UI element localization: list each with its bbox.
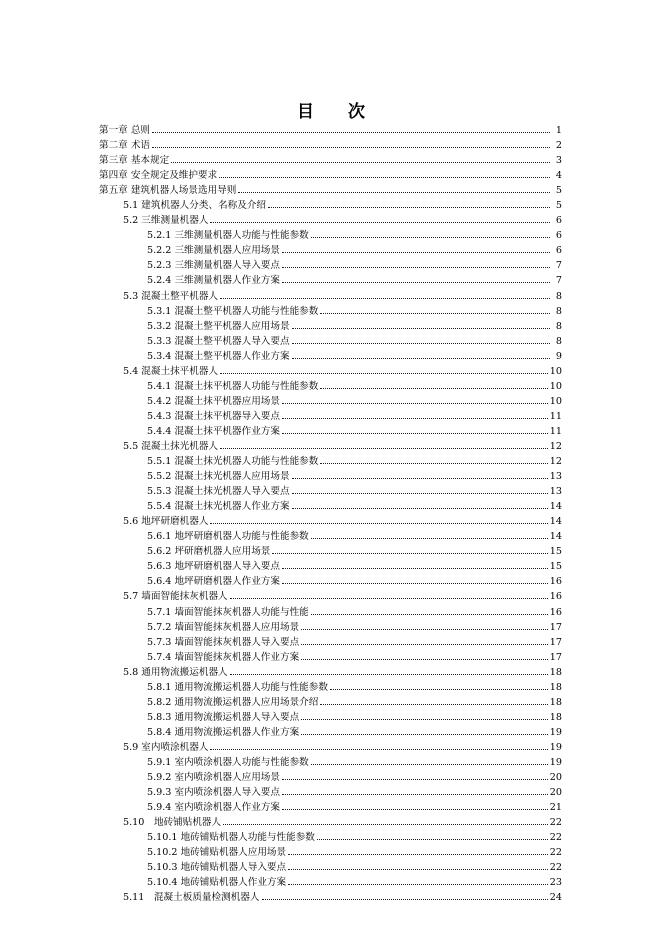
toc-dot-leader: [288, 869, 548, 870]
toc-dot-leader: [282, 794, 548, 795]
toc-page-number: 21: [549, 802, 562, 814]
toc-page-number: 13: [549, 486, 562, 498]
toc-entry-label: 5.6 地坪研磨机器人: [123, 516, 209, 528]
toc-entry-label: 5.7.4 墙面智能抹灰机器人作业方案: [147, 651, 300, 663]
toc-dot-leader: [238, 192, 550, 193]
toc-dot-leader: [311, 614, 548, 615]
toc-entry-label: 5.2 三维测量机器人: [123, 215, 209, 227]
toc-entry[interactable]: [99, 319, 562, 334]
toc-dot-leader: [282, 418, 548, 419]
toc-entry[interactable]: [99, 334, 562, 349]
toc-entry-label: 第一章 总则: [99, 125, 151, 136]
toc-entry-label: 5.7 墙面智能抹灰机器人: [123, 591, 228, 603]
toc-entry-label: 5.3.3 混凝土整平机器人导入要点: [147, 335, 290, 347]
toc-entry-label: 5.2.4 三维测量机器人作业方案: [147, 275, 280, 287]
toc-dot-leader: [292, 343, 550, 344]
toc-dot-leader: [282, 403, 548, 404]
toc-entry-label: 5.5.4 混凝土抹光机器人作业方案: [147, 501, 290, 513]
toc-entry[interactable]: [99, 183, 562, 198]
toc-dot-leader: [288, 854, 548, 855]
toc-dot-leader: [301, 644, 548, 645]
toc-page-number: 14: [549, 501, 562, 513]
toc-entry-label: 5.2.1 三维测量机器人功能与性能参数: [147, 230, 309, 242]
toc-page-number: 18: [549, 681, 562, 693]
toc-page-number: 10: [549, 395, 562, 407]
toc-dot-leader: [282, 252, 550, 253]
toc-entry-label: 5.4.4 混凝土抹平机器作业方案: [147, 425, 280, 437]
toc-dot-leader: [282, 282, 550, 283]
toc-dot-leader: [262, 899, 548, 900]
toc-dot-leader: [301, 719, 548, 720]
toc-entry-label: 5.8.4 通用物流搬运机器人作业方案: [147, 726, 300, 738]
toc-page-number: 1: [555, 125, 562, 136]
toc-page-number: 5: [555, 200, 562, 212]
toc-page-number: 22: [549, 817, 562, 829]
toc-entry-label: 5.10.4 地砖铺贴机器人作业方案: [147, 877, 287, 889]
toc-dot-leader: [317, 839, 548, 840]
toc-entry-label: 5.9 室内喷涂机器人: [123, 741, 209, 753]
toc-entry-label: 5.7.3 墙面智能抹灰机器人导入要点: [147, 636, 300, 648]
toc-entry[interactable]: [99, 424, 562, 439]
toc-entry-label: 5.7.2 墙面智能抹灰机器人应用场景: [147, 621, 300, 633]
toc-page-number: 15: [549, 546, 562, 558]
toc-dot-leader: [152, 132, 550, 133]
toc-entry-label: 5.4.3 混凝土抹平机器导入要点: [147, 410, 280, 422]
toc-dot-leader: [292, 328, 550, 329]
toc-entry[interactable]: [99, 394, 562, 409]
toc-entry[interactable]: [99, 755, 562, 770]
toc-dot-leader: [223, 824, 548, 825]
toc-entry-label: 5.6.1 地坪研磨机器人功能与性能参数: [147, 531, 309, 543]
toc-entry[interactable]: [99, 710, 562, 725]
toc-entry[interactable]: [99, 845, 562, 860]
toc-entry-label: 5.3 混凝土整平机器人: [123, 290, 219, 302]
toc-page-number: 23: [549, 877, 562, 889]
toc-page-number: 9: [555, 350, 562, 362]
toc-page-number: 11: [549, 425, 562, 437]
toc-dot-leader: [282, 779, 548, 780]
toc-dot-leader: [311, 538, 548, 539]
toc-entry-label: 5.6.3 地坪研磨机器人导入要点: [147, 561, 280, 573]
toc-entry-label: 5.3.2 混凝土整平机器人应用场景: [147, 320, 290, 332]
toc-entry[interactable]: [99, 484, 562, 499]
toc-dot-leader: [320, 704, 547, 705]
toc-entry-label: 第二章 术语: [99, 140, 151, 152]
toc-dot-leader: [292, 358, 550, 359]
toc-entry-label: 5.8.3 通用物流搬运机器人导入要点: [147, 711, 300, 723]
toc-dot-leader: [330, 689, 548, 690]
toc-entry[interactable]: [99, 228, 562, 243]
toc-entry[interactable]: [99, 198, 562, 213]
toc-dot-leader: [292, 478, 548, 479]
toc-page-number: 11: [549, 410, 562, 422]
toc-entry-label: 5.8 通用物流搬运机器人: [123, 666, 228, 678]
toc-dot-leader: [210, 222, 550, 223]
toc-entry-label: 5.10.3 地砖铺贴机器人导入要点: [147, 862, 287, 874]
toc-entry[interactable]: [99, 304, 562, 319]
toc-page-number: 17: [549, 621, 562, 633]
toc-page-number: 19: [549, 741, 562, 753]
toc-entry[interactable]: [99, 454, 562, 469]
table-of-contents: [99, 123, 562, 905]
toc-entry[interactable]: [99, 695, 562, 710]
toc-entry[interactable]: [99, 213, 562, 228]
toc-entry[interactable]: [99, 559, 562, 574]
toc-entry-label: 5.3.1 混凝土整平机器人功能与性能参数: [147, 305, 319, 317]
toc-entry[interactable]: [99, 258, 562, 273]
toc-dot-leader: [282, 433, 548, 434]
toc-entry[interactable]: [99, 349, 562, 364]
toc-entry[interactable]: [99, 830, 562, 845]
toc-entry-label: 第三章 基本规定: [99, 155, 170, 167]
toc-page-number: 20: [549, 787, 562, 799]
toc-dot-leader: [171, 162, 550, 163]
toc-page-number: 7: [555, 275, 562, 287]
toc-dot-leader: [220, 373, 548, 374]
toc-dot-leader: [320, 388, 547, 389]
toc-page-number: 16: [549, 576, 562, 588]
toc-page-number: 16: [549, 591, 562, 603]
toc-dot-leader: [301, 734, 548, 735]
toc-entry-label: 5.9.4 室内喷涂机器人作业方案: [147, 802, 280, 814]
toc-entry[interactable]: [99, 123, 562, 138]
toc-dot-leader: [292, 493, 548, 494]
toc-dot-leader: [220, 448, 548, 449]
toc-entry-label: 5.9.1 室内喷涂机器人功能与性能参数: [147, 756, 309, 768]
toc-dot-leader: [282, 267, 550, 268]
toc-page-number: 6: [555, 215, 562, 227]
toc-page-number: 8: [555, 335, 562, 347]
toc-dot-leader: [282, 583, 548, 584]
toc-page-number: 10: [549, 380, 562, 392]
toc-entry[interactable]: [99, 439, 562, 454]
toc-entry[interactable]: [99, 815, 562, 830]
toc-entry[interactable]: [99, 273, 562, 288]
toc-entry[interactable]: [99, 800, 562, 815]
toc-dot-leader: [210, 523, 547, 524]
toc-entry[interactable]: [99, 770, 562, 785]
toc-entry-label: 5.5.3 混凝土抹光机器人导入要点: [147, 486, 290, 498]
toc-page-number: 12: [549, 440, 562, 452]
toc-page-number: 8: [555, 290, 562, 302]
toc-dot-leader: [311, 764, 548, 765]
toc-entry-label: 5.5 混凝土抹光机器人: [123, 440, 219, 452]
toc-entry[interactable]: [99, 138, 562, 153]
toc-page-number: 17: [549, 651, 562, 663]
toc-entry-label: 5.4.1 混凝土抹平机器人功能与性能参数: [147, 380, 319, 392]
toc-entry[interactable]: [99, 680, 562, 695]
toc-dot-leader: [230, 598, 548, 599]
toc-entry[interactable]: [99, 469, 562, 484]
toc-entry-label: 第四章 安全规定及维护要求: [99, 170, 218, 182]
toc-page-number: 19: [549, 756, 562, 768]
toc-entry-label: 5.2.3 三维测量机器人导入要点: [147, 260, 280, 272]
toc-entry[interactable]: [99, 529, 562, 544]
toc-dot-leader: [320, 313, 550, 314]
toc-entry[interactable]: [99, 785, 562, 800]
toc-entry-label: 5.10 地砖铺贴机器人: [123, 817, 222, 829]
toc-dot-leader: [320, 463, 547, 464]
toc-dot-leader: [230, 674, 548, 675]
toc-entry-label: 5.10.2 地砖铺贴机器人应用场景: [147, 847, 287, 859]
toc-entry-label: 5.7.1 墙面智能抹灰机器人功能与性能: [147, 606, 309, 618]
toc-page-number: 8: [555, 320, 562, 332]
toc-entry-label: 5.9.2 室内喷涂机器人应用场景: [147, 772, 280, 784]
toc-entry[interactable]: [99, 875, 562, 890]
toc-page-number: 2: [555, 140, 562, 152]
toc-entry[interactable]: [99, 544, 562, 559]
toc-page-number: 14: [549, 516, 562, 528]
toc-entry[interactable]: [99, 243, 562, 258]
toc-dot-leader: [282, 568, 548, 569]
toc-entry[interactable]: [99, 650, 562, 665]
toc-entry[interactable]: [99, 364, 562, 379]
toc-page-number: 10: [549, 365, 562, 377]
toc-page-number: 24: [549, 892, 562, 904]
toc-dot-leader: [301, 659, 548, 660]
page-title: 目 次: [297, 102, 379, 123]
toc-entry[interactable]: [99, 605, 562, 620]
toc-page-number: 18: [549, 696, 562, 708]
toc-dot-leader: [282, 809, 548, 810]
toc-dot-leader: [311, 237, 550, 238]
toc-dot-leader: [288, 884, 548, 885]
toc-dot-leader: [152, 147, 550, 148]
toc-entry[interactable]: [99, 499, 562, 514]
toc-entry-label: 第五章 建筑机器人场景选用导则: [99, 185, 237, 197]
toc-entry[interactable]: [99, 574, 562, 589]
toc-entry-label: 5.8.2 通用物流搬运机器人应用场景介绍: [147, 696, 319, 708]
toc-entry[interactable]: [99, 289, 562, 304]
toc-entry[interactable]: [99, 589, 562, 604]
toc-entry[interactable]: [99, 409, 562, 424]
toc-page-number: 18: [549, 711, 562, 723]
toc-dot-leader: [220, 298, 550, 299]
toc-entry[interactable]: [99, 665, 562, 680]
toc-page-number: 3: [555, 155, 562, 167]
toc-page-number: 4: [555, 170, 562, 182]
toc-entry[interactable]: [99, 620, 562, 635]
toc-entry[interactable]: [99, 725, 562, 740]
toc-page-number: 6: [555, 230, 562, 242]
toc-page-number: 12: [549, 456, 562, 468]
toc-entry-label: 5.4.2 混凝土抹平机器应用场景: [147, 395, 280, 407]
toc-page-number: 17: [549, 636, 562, 648]
toc-page-number: 22: [549, 862, 562, 874]
toc-dot-leader: [292, 508, 548, 509]
toc-entry-label: 5.5.2 混凝土抹光机器人应用场景: [147, 471, 290, 483]
toc-dot-leader: [219, 177, 550, 178]
toc-entry-label: 5.6.2 坪研磨机器人应用场景: [147, 546, 271, 558]
toc-entry-label: 5.2.2 三维测量机器人应用场景: [147, 245, 280, 257]
toc-entry-label: 5.6.4 地坪研磨机器人作业方案: [147, 576, 280, 588]
toc-entry-label: 5.9.3 室内喷涂机器人导入要点: [147, 787, 280, 799]
toc-entry[interactable]: [99, 890, 562, 905]
toc-entry[interactable]: [99, 635, 562, 650]
toc-page-number: 13: [549, 471, 562, 483]
toc-page-number: 20: [549, 772, 562, 784]
toc-page-number: 22: [549, 847, 562, 859]
toc-entry[interactable]: [99, 379, 562, 394]
toc-page-number: 8: [555, 305, 562, 317]
toc-page-number: 22: [549, 832, 562, 844]
toc-page-number: 15: [549, 561, 562, 573]
toc-dot-leader: [268, 207, 550, 208]
toc-page-number: 14: [549, 531, 562, 543]
toc-page-number: 18: [549, 666, 562, 678]
toc-entry-label: 5.11 混凝土板质量检测机器人: [123, 892, 260, 904]
toc-entry[interactable]: [99, 153, 562, 168]
toc-entry[interactable]: [99, 168, 562, 183]
toc-entry-label: 5.8.1 通用物流搬运机器人功能与性能参数: [147, 681, 328, 693]
toc-page-number: 6: [555, 245, 562, 257]
toc-entry[interactable]: [99, 860, 562, 875]
toc-page-number: 16: [549, 606, 562, 618]
toc-entry-label: 5.4 混凝土抹平机器人: [123, 365, 219, 377]
toc-dot-leader: [301, 629, 548, 630]
toc-dot-leader: [210, 749, 547, 750]
toc-page-number: 5: [555, 185, 562, 197]
toc-page-number: 7: [555, 260, 562, 272]
toc-entry-label: 5.3.4 混凝土整平机器人作业方案: [147, 350, 290, 362]
toc-entry-label: 5.5.1 混凝土抹光机器人功能与性能参数: [147, 456, 319, 468]
toc-entry-label: 5.10.1 地砖铺贴机器人功能与性能参数: [147, 832, 315, 844]
toc-page-number: 19: [549, 726, 562, 738]
toc-entry-label: 5.1 建筑机器人分类、名称及介绍: [123, 200, 267, 212]
toc-dot-leader: [272, 553, 547, 554]
toc-entry[interactable]: [99, 740, 562, 755]
toc-entry[interactable]: [99, 514, 562, 529]
